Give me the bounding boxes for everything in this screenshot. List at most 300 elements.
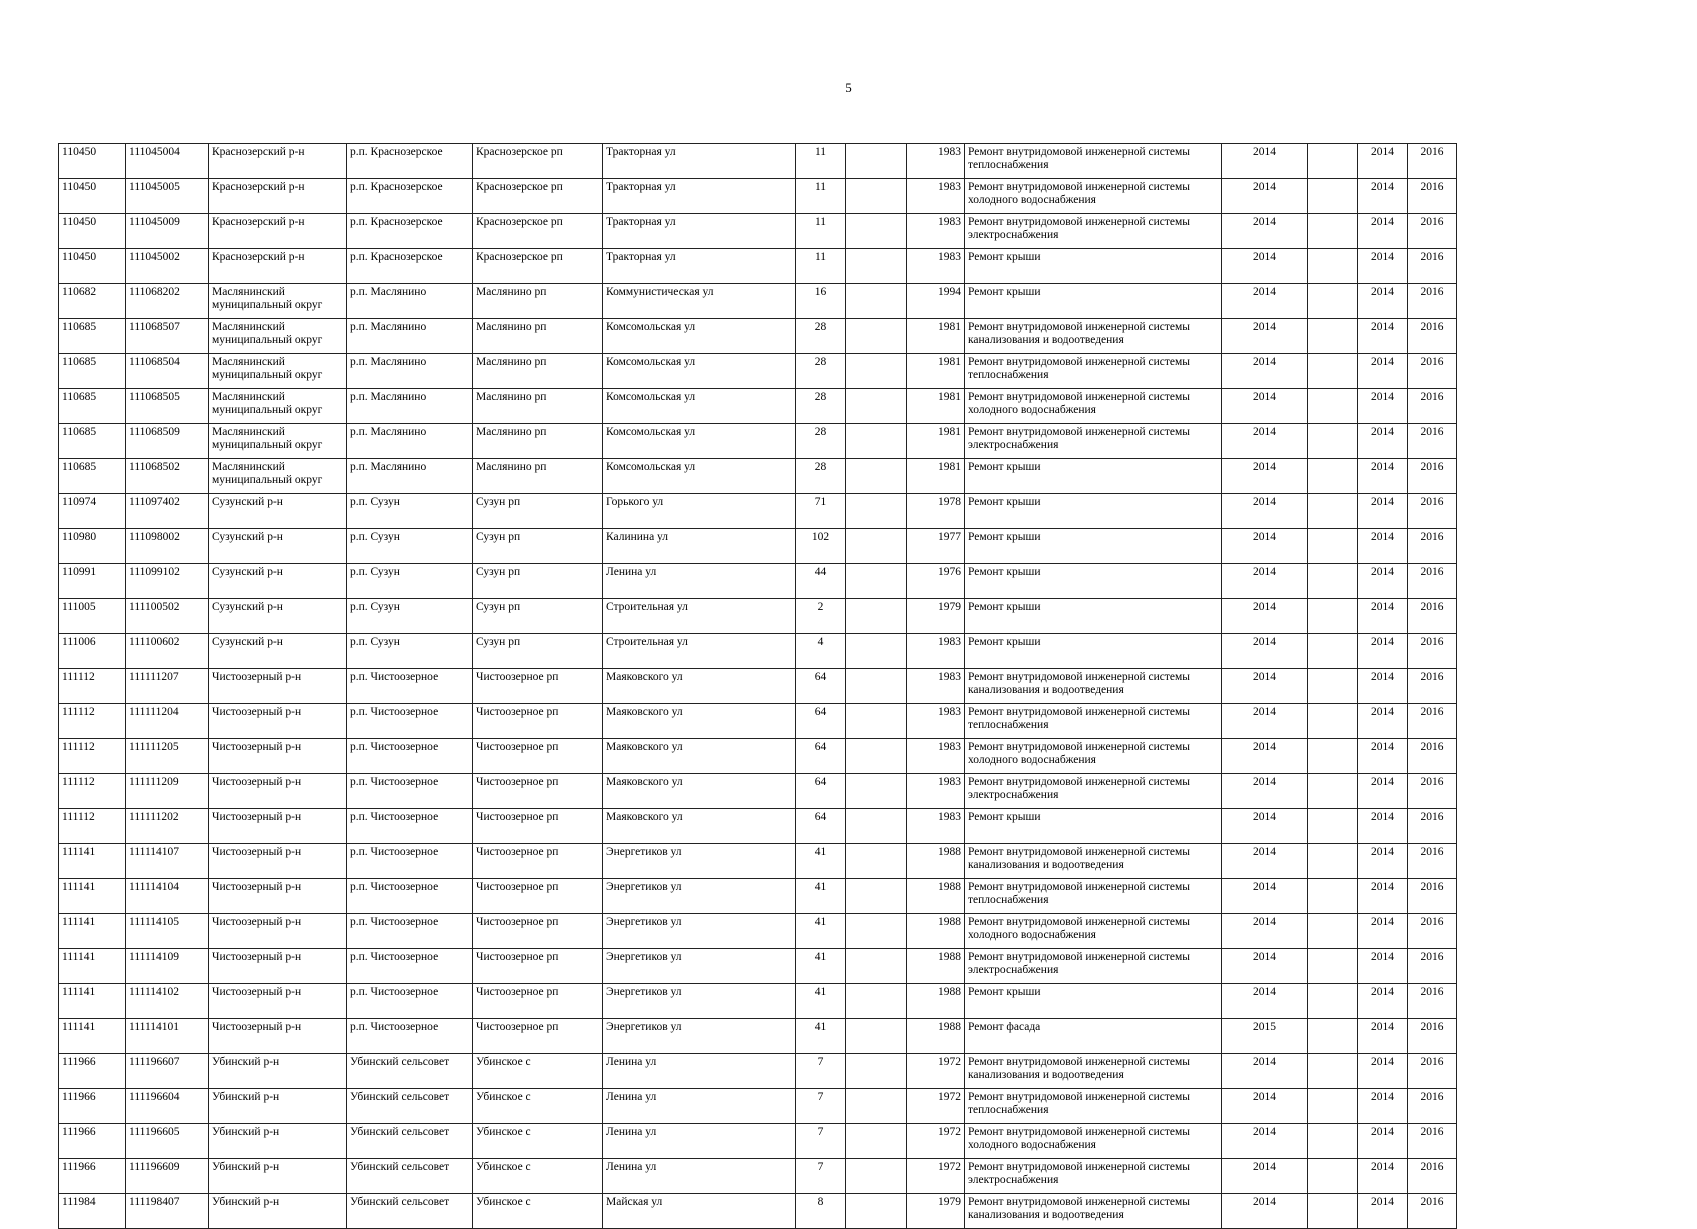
settlement-cell: р.п. Маслянино xyxy=(347,389,473,424)
work-type-cell: Ремонт внутридомовой инженерной системы канализования и водоотведения xyxy=(965,1054,1222,1089)
street-cell: Комсомольская ул xyxy=(603,319,796,354)
house-number-cell: 41 xyxy=(796,844,846,879)
table-row xyxy=(59,494,1457,529)
work-id-cell: 111100602 xyxy=(126,634,209,669)
work-id-cell: 111111202 xyxy=(126,809,209,844)
work-id-cell: 111196609 xyxy=(126,1159,209,1194)
district-cell: Маслянинский муниципальный округ xyxy=(209,459,347,494)
year-built-cell: 1983 xyxy=(907,774,965,809)
work-type-cell: Ремонт внутридомовой инженерной системы холодного водоснабжения xyxy=(965,914,1222,949)
blank-cell xyxy=(846,879,907,914)
blank-cell xyxy=(846,1159,907,1194)
year-built-cell: 1977 xyxy=(907,529,965,564)
house-code-cell: 111141 xyxy=(59,984,126,1019)
end-year-cell: 2016 xyxy=(1408,1054,1457,1089)
table-row xyxy=(59,424,1457,459)
work-id-cell: 111114109 xyxy=(126,949,209,984)
house-code-cell: 111141 xyxy=(59,844,126,879)
work-id-cell: 111196605 xyxy=(126,1124,209,1159)
table-row xyxy=(59,984,1457,1019)
end-year-cell: 2016 xyxy=(1408,529,1457,564)
house-number-cell: 7 xyxy=(796,1054,846,1089)
settlement-cell: р.п. Сузун xyxy=(347,494,473,529)
blank-cell xyxy=(846,599,907,634)
district-cell: Сузунский р-н xyxy=(209,494,347,529)
work-type-cell: Ремонт внутридомовой инженерной системы канализования и водоотведения xyxy=(965,319,1222,354)
district-cell: Сузунский р-н xyxy=(209,529,347,564)
work-type-cell: Ремонт внутридомовой инженерной системы канализования и водоотведения xyxy=(965,669,1222,704)
house-code-cell: 110450 xyxy=(59,144,126,179)
work-type-cell: Ремонт внутридомовой инженерной системы холодного водоснабжения xyxy=(965,739,1222,774)
house-number-cell: 64 xyxy=(796,704,846,739)
house-number-cell: 11 xyxy=(796,214,846,249)
house-number-cell: 2 xyxy=(796,599,846,634)
blank-cell xyxy=(1308,599,1358,634)
work-id-cell: 111068509 xyxy=(126,424,209,459)
table-row xyxy=(59,634,1457,669)
table-row xyxy=(59,704,1457,739)
end-year-cell: 2016 xyxy=(1408,1159,1457,1194)
house-code-cell: 111966 xyxy=(59,1159,126,1194)
blank-cell xyxy=(846,949,907,984)
end-year-cell: 2016 xyxy=(1408,494,1457,529)
settlement-cell: р.п. Маслянино xyxy=(347,284,473,319)
house-number-cell: 8 xyxy=(796,1194,846,1229)
street-cell: Энергетиков ул xyxy=(603,914,796,949)
work-type-cell: Ремонт крыши xyxy=(965,984,1222,1019)
work-type-cell: Ремонт внутридомовой инженерной системы электроснабжения xyxy=(965,214,1222,249)
table-row xyxy=(59,354,1457,389)
settlement-cell: Убинский сельсовет xyxy=(347,1054,473,1089)
street-cell: Калинина ул xyxy=(603,529,796,564)
work-id-cell: 111045005 xyxy=(126,179,209,214)
table-row xyxy=(59,1089,1457,1124)
work-type-cell: Ремонт внутридомовой инженерной системы теплоснабжения xyxy=(965,879,1222,914)
year-built-cell: 1988 xyxy=(907,984,965,1019)
plan-year-cell: 2014 xyxy=(1222,494,1308,529)
house-code-cell: 111141 xyxy=(59,1019,126,1054)
settlement-cell: р.п. Чистоозерное xyxy=(347,949,473,984)
house-code-cell: 110991 xyxy=(59,564,126,599)
house-code-cell: 111112 xyxy=(59,739,126,774)
district-cell: Убинский р-н xyxy=(209,1089,347,1124)
street-cell: Комсомольская ул xyxy=(603,354,796,389)
street-cell: Энергетиков ул xyxy=(603,879,796,914)
street-cell: Энергетиков ул xyxy=(603,949,796,984)
table-row xyxy=(59,809,1457,844)
plan-year-cell: 2014 xyxy=(1222,1054,1308,1089)
end-year-cell: 2016 xyxy=(1408,284,1457,319)
start-year-cell: 2014 xyxy=(1358,389,1408,424)
plan-year-cell: 2014 xyxy=(1222,564,1308,599)
start-year-cell: 2014 xyxy=(1358,1159,1408,1194)
start-year-cell: 2014 xyxy=(1358,774,1408,809)
district-cell: Чистоозерный р-н xyxy=(209,669,347,704)
district-cell: Краснозерский р-н xyxy=(209,179,347,214)
table-row xyxy=(59,1124,1457,1159)
settlement-cell: р.п. Краснозерское xyxy=(347,249,473,284)
plan-year-cell: 2014 xyxy=(1222,949,1308,984)
year-built-cell: 1983 xyxy=(907,809,965,844)
work-type-cell: Ремонт крыши xyxy=(965,459,1222,494)
locality-cell: Сузун рп xyxy=(473,564,603,599)
settlement-cell: р.п. Чистоозерное xyxy=(347,774,473,809)
plan-year-cell: 2014 xyxy=(1222,739,1308,774)
end-year-cell: 2016 xyxy=(1408,739,1457,774)
end-year-cell: 2016 xyxy=(1408,249,1457,284)
settlement-cell: Убинский сельсовет xyxy=(347,1124,473,1159)
end-year-cell: 2016 xyxy=(1408,459,1457,494)
locality-cell: Чистоозерное рп xyxy=(473,809,603,844)
work-type-cell: Ремонт внутридомовой инженерной системы электроснабжения xyxy=(965,424,1222,459)
year-built-cell: 1972 xyxy=(907,1054,965,1089)
house-number-cell: 28 xyxy=(796,354,846,389)
locality-cell: Краснозерское рп xyxy=(473,144,603,179)
settlement-cell: р.п. Чистоозерное xyxy=(347,669,473,704)
district-cell: Краснозерский р-н xyxy=(209,249,347,284)
start-year-cell: 2014 xyxy=(1358,949,1408,984)
work-id-cell: 111111209 xyxy=(126,774,209,809)
house-number-cell: 16 xyxy=(796,284,846,319)
house-code-cell: 111966 xyxy=(59,1124,126,1159)
work-type-cell: Ремонт внутридомовой инженерной системы канализования и водоотведения xyxy=(965,844,1222,879)
work-id-cell: 111114107 xyxy=(126,844,209,879)
blank-cell xyxy=(1308,704,1358,739)
settlement-cell: р.п. Сузун xyxy=(347,634,473,669)
blank-cell xyxy=(846,424,907,459)
house-number-cell: 4 xyxy=(796,634,846,669)
district-cell: Чистоозерный р-н xyxy=(209,949,347,984)
work-type-cell: Ремонт внутридомовой инженерной системы теплоснабжения xyxy=(965,144,1222,179)
end-year-cell: 2016 xyxy=(1408,389,1457,424)
end-year-cell: 2016 xyxy=(1408,319,1457,354)
end-year-cell: 2016 xyxy=(1408,1089,1457,1124)
locality-cell: Чистоозерное рп xyxy=(473,914,603,949)
plan-year-cell: 2014 xyxy=(1222,459,1308,494)
blank-cell xyxy=(846,529,907,564)
work-id-cell: 111045002 xyxy=(126,249,209,284)
work-type-cell: Ремонт крыши xyxy=(965,809,1222,844)
end-year-cell: 2016 xyxy=(1408,984,1457,1019)
locality-cell: Маслянино рп xyxy=(473,424,603,459)
house-code-cell: 111966 xyxy=(59,1054,126,1089)
work-id-cell: 111114105 xyxy=(126,914,209,949)
work-id-cell: 111198407 xyxy=(126,1194,209,1229)
table-row xyxy=(59,844,1457,879)
settlement-cell: р.п. Чистоозерное xyxy=(347,1019,473,1054)
locality-cell: Чистоозерное рп xyxy=(473,949,603,984)
plan-year-cell: 2014 xyxy=(1222,529,1308,564)
work-id-cell: 111114102 xyxy=(126,984,209,1019)
house-code-cell: 110974 xyxy=(59,494,126,529)
blank-cell xyxy=(1308,949,1358,984)
work-type-cell: Ремонт внутридомовой инженерной системы холодного водоснабжения xyxy=(965,1124,1222,1159)
house-code-cell: 111112 xyxy=(59,774,126,809)
end-year-cell: 2016 xyxy=(1408,949,1457,984)
settlement-cell: р.п. Сузун xyxy=(347,599,473,634)
blank-cell xyxy=(846,704,907,739)
locality-cell: Убинское с xyxy=(473,1089,603,1124)
settlement-cell: р.п. Чистоозерное xyxy=(347,879,473,914)
district-cell: Убинский р-н xyxy=(209,1054,347,1089)
work-type-cell: Ремонт крыши xyxy=(965,529,1222,564)
work-id-cell: 111196604 xyxy=(126,1089,209,1124)
locality-cell: Сузун рп xyxy=(473,634,603,669)
registry-table xyxy=(58,143,1457,1229)
start-year-cell: 2014 xyxy=(1358,809,1408,844)
end-year-cell: 2016 xyxy=(1408,1019,1457,1054)
street-cell: Энергетиков ул xyxy=(603,844,796,879)
table-row xyxy=(59,179,1457,214)
work-id-cell: 111111205 xyxy=(126,739,209,774)
house-code-cell: 110682 xyxy=(59,284,126,319)
house-number-cell: 7 xyxy=(796,1089,846,1124)
blank-cell xyxy=(1308,564,1358,599)
settlement-cell: р.п. Краснозерское xyxy=(347,214,473,249)
plan-year-cell: 2014 xyxy=(1222,669,1308,704)
settlement-cell: р.п. Краснозерское xyxy=(347,179,473,214)
locality-cell: Убинское с xyxy=(473,1124,603,1159)
district-cell: Краснозерский р-н xyxy=(209,144,347,179)
district-cell: Маслянинский муниципальный округ xyxy=(209,424,347,459)
house-code-cell: 110685 xyxy=(59,459,126,494)
house-number-cell: 71 xyxy=(796,494,846,529)
settlement-cell: р.п. Маслянино xyxy=(347,319,473,354)
year-built-cell: 1978 xyxy=(907,494,965,529)
start-year-cell: 2014 xyxy=(1358,354,1408,389)
blank-cell xyxy=(846,179,907,214)
work-type-cell: Ремонт крыши xyxy=(965,494,1222,529)
table-row xyxy=(59,214,1457,249)
district-cell: Чистоозерный р-н xyxy=(209,879,347,914)
start-year-cell: 2014 xyxy=(1358,1124,1408,1159)
district-cell: Чистоозерный р-н xyxy=(209,914,347,949)
year-built-cell: 1976 xyxy=(907,564,965,599)
blank-cell xyxy=(1308,1019,1358,1054)
work-type-cell: Ремонт фасада xyxy=(965,1019,1222,1054)
blank-cell xyxy=(1308,144,1358,179)
locality-cell: Краснозерское рп xyxy=(473,179,603,214)
house-number-cell: 11 xyxy=(796,144,846,179)
blank-cell xyxy=(1308,1194,1358,1229)
year-built-cell: 1981 xyxy=(907,389,965,424)
house-code-cell: 111112 xyxy=(59,704,126,739)
street-cell: Комсомольская ул xyxy=(603,389,796,424)
table-row xyxy=(59,599,1457,634)
street-cell: Энергетиков ул xyxy=(603,984,796,1019)
locality-cell: Краснозерское рп xyxy=(473,249,603,284)
start-year-cell: 2014 xyxy=(1358,739,1408,774)
table-row xyxy=(59,389,1457,424)
house-number-cell: 7 xyxy=(796,1159,846,1194)
start-year-cell: 2014 xyxy=(1358,249,1408,284)
house-number-cell: 11 xyxy=(796,249,846,284)
work-type-cell: Ремонт внутридомовой инженерной системы теплоснабжения xyxy=(965,1089,1222,1124)
blank-cell xyxy=(1308,1054,1358,1089)
street-cell: Майская ул xyxy=(603,1194,796,1229)
work-type-cell: Ремонт внутридомовой инженерной системы канализования и водоотведения xyxy=(965,1194,1222,1229)
street-cell: Энергетиков ул xyxy=(603,1019,796,1054)
start-year-cell: 2014 xyxy=(1358,179,1408,214)
blank-cell xyxy=(846,494,907,529)
house-number-cell: 41 xyxy=(796,1019,846,1054)
end-year-cell: 2016 xyxy=(1408,179,1457,214)
plan-year-cell: 2014 xyxy=(1222,914,1308,949)
plan-year-cell: 2014 xyxy=(1222,809,1308,844)
house-number-cell: 28 xyxy=(796,459,846,494)
end-year-cell: 2016 xyxy=(1408,214,1457,249)
start-year-cell: 2014 xyxy=(1358,634,1408,669)
work-type-cell: Ремонт внутридомовой инженерной системы электроснабжения xyxy=(965,774,1222,809)
blank-cell xyxy=(846,809,907,844)
blank-cell xyxy=(1308,669,1358,704)
start-year-cell: 2014 xyxy=(1358,599,1408,634)
house-code-cell: 111005 xyxy=(59,599,126,634)
work-id-cell: 111068504 xyxy=(126,354,209,389)
end-year-cell: 2016 xyxy=(1408,879,1457,914)
blank-cell xyxy=(846,249,907,284)
plan-year-cell: 2014 xyxy=(1222,214,1308,249)
district-cell: Краснозерский р-н xyxy=(209,214,347,249)
end-year-cell: 2016 xyxy=(1408,144,1457,179)
house-number-cell: 28 xyxy=(796,389,846,424)
locality-cell: Убинское с xyxy=(473,1194,603,1229)
plan-year-cell: 2014 xyxy=(1222,634,1308,669)
district-cell: Чистоозерный р-н xyxy=(209,774,347,809)
work-id-cell: 111097402 xyxy=(126,494,209,529)
plan-year-cell: 2015 xyxy=(1222,1019,1308,1054)
settlement-cell: р.п. Чистоозерное xyxy=(347,914,473,949)
house-number-cell: 41 xyxy=(796,949,846,984)
district-cell: Убинский р-н xyxy=(209,1194,347,1229)
year-built-cell: 1979 xyxy=(907,599,965,634)
house-code-cell: 110980 xyxy=(59,529,126,564)
work-id-cell: 111068507 xyxy=(126,319,209,354)
blank-cell xyxy=(846,389,907,424)
district-cell: Чистоозерный р-н xyxy=(209,704,347,739)
street-cell: Тракторная ул xyxy=(603,144,796,179)
house-code-cell: 110685 xyxy=(59,354,126,389)
work-type-cell: Ремонт внутридомовой инженерной системы теплоснабжения xyxy=(965,704,1222,739)
year-built-cell: 1983 xyxy=(907,144,965,179)
end-year-cell: 2016 xyxy=(1408,1124,1457,1159)
start-year-cell: 2014 xyxy=(1358,704,1408,739)
work-id-cell: 111045004 xyxy=(126,144,209,179)
end-year-cell: 2016 xyxy=(1408,704,1457,739)
settlement-cell: р.п. Чистоозерное xyxy=(347,739,473,774)
end-year-cell: 2016 xyxy=(1408,354,1457,389)
work-id-cell: 111098002 xyxy=(126,529,209,564)
house-code-cell: 111141 xyxy=(59,949,126,984)
house-code-cell: 110450 xyxy=(59,249,126,284)
end-year-cell: 2016 xyxy=(1408,424,1457,459)
start-year-cell: 2014 xyxy=(1358,459,1408,494)
start-year-cell: 2014 xyxy=(1358,284,1408,319)
street-cell: Комсомольская ул xyxy=(603,459,796,494)
work-type-cell: Ремонт крыши xyxy=(965,284,1222,319)
locality-cell: Сузун рп xyxy=(473,599,603,634)
house-code-cell: 111141 xyxy=(59,914,126,949)
year-built-cell: 1981 xyxy=(907,459,965,494)
locality-cell: Маслянино рп xyxy=(473,354,603,389)
year-built-cell: 1979 xyxy=(907,1194,965,1229)
locality-cell: Краснозерское рп xyxy=(473,214,603,249)
work-type-cell: Ремонт крыши xyxy=(965,249,1222,284)
page-number: 5 xyxy=(845,80,852,95)
work-type-cell: Ремонт крыши xyxy=(965,634,1222,669)
start-year-cell: 2014 xyxy=(1358,529,1408,564)
blank-cell xyxy=(1308,914,1358,949)
blank-cell xyxy=(1308,424,1358,459)
plan-year-cell: 2014 xyxy=(1222,284,1308,319)
plan-year-cell: 2014 xyxy=(1222,354,1308,389)
table-row xyxy=(59,319,1457,354)
blank-cell xyxy=(846,984,907,1019)
blank-cell xyxy=(846,214,907,249)
end-year-cell: 2016 xyxy=(1408,669,1457,704)
blank-cell xyxy=(1308,984,1358,1019)
start-year-cell: 2014 xyxy=(1358,914,1408,949)
blank-cell xyxy=(846,1019,907,1054)
plan-year-cell: 2014 xyxy=(1222,389,1308,424)
blank-cell xyxy=(1308,459,1358,494)
settlement-cell: р.п. Чистоозерное xyxy=(347,984,473,1019)
settlement-cell: Убинский сельсовет xyxy=(347,1159,473,1194)
street-cell: Маяковского ул xyxy=(603,669,796,704)
blank-cell xyxy=(846,669,907,704)
street-cell: Ленина ул xyxy=(603,564,796,599)
work-id-cell: 111099102 xyxy=(126,564,209,599)
blank-cell xyxy=(1308,319,1358,354)
end-year-cell: 2016 xyxy=(1408,844,1457,879)
end-year-cell: 2016 xyxy=(1408,914,1457,949)
blank-cell xyxy=(1308,774,1358,809)
work-id-cell: 111114104 xyxy=(126,879,209,914)
work-id-cell: 111196607 xyxy=(126,1054,209,1089)
plan-year-cell: 2014 xyxy=(1222,879,1308,914)
end-year-cell: 2016 xyxy=(1408,1194,1457,1229)
house-number-cell: 41 xyxy=(796,984,846,1019)
plan-year-cell: 2014 xyxy=(1222,319,1308,354)
year-built-cell: 1988 xyxy=(907,1019,965,1054)
plan-year-cell: 2014 xyxy=(1222,1124,1308,1159)
year-built-cell: 1988 xyxy=(907,914,965,949)
settlement-cell: р.п. Чистоозерное xyxy=(347,809,473,844)
house-code-cell: 110685 xyxy=(59,424,126,459)
district-cell: Сузунский р-н xyxy=(209,599,347,634)
house-code-cell: 110450 xyxy=(59,179,126,214)
year-built-cell: 1983 xyxy=(907,669,965,704)
table-row xyxy=(59,249,1457,284)
street-cell: Тракторная ул xyxy=(603,214,796,249)
locality-cell: Чистоозерное рп xyxy=(473,669,603,704)
blank-cell xyxy=(1308,634,1358,669)
street-cell: Коммунистическая ул xyxy=(603,284,796,319)
district-cell: Сузунский р-н xyxy=(209,564,347,599)
blank-cell xyxy=(1308,739,1358,774)
plan-year-cell: 2014 xyxy=(1222,844,1308,879)
settlement-cell: р.п. Сузун xyxy=(347,529,473,564)
district-cell: Маслянинский муниципальный округ xyxy=(209,284,347,319)
end-year-cell: 2016 xyxy=(1408,809,1457,844)
plan-year-cell: 2014 xyxy=(1222,984,1308,1019)
table-row xyxy=(59,1054,1457,1089)
blank-cell xyxy=(846,1089,907,1124)
settlement-cell: р.п. Маслянино xyxy=(347,459,473,494)
year-built-cell: 1983 xyxy=(907,704,965,739)
blank-cell xyxy=(846,844,907,879)
locality-cell: Чистоозерное рп xyxy=(473,984,603,1019)
